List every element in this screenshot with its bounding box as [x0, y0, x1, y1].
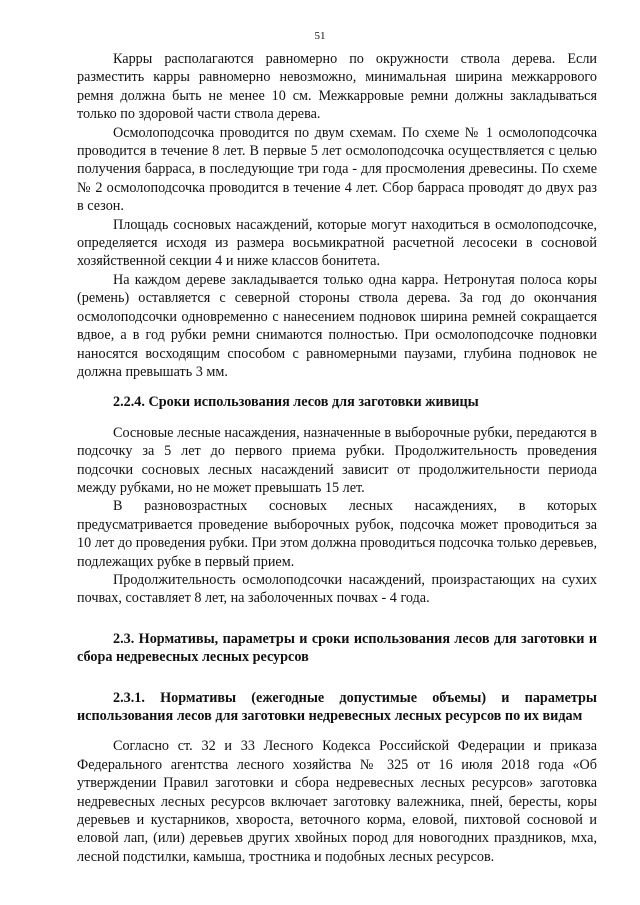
page-content [77, 50, 597, 866]
heading-2-3: 2.3. Нормативы, параметры и сроки использования лесов для заготовки и сбора недревесных лесных ресурсов [77, 630, 597, 666]
heading-2-2-4: 2.2.4. Сроки использования лесов для заготовки живицы [113, 394, 479, 411]
paragraph-duration: Продолжительность осмолоподсочки насаждений, произрастающих на сухих почвах, составляет 8 лет, на заболоченных почвах - 4 года. [77, 571, 597, 607]
heading-2-3-1: 2.3.1. Нормативы (ежегодные допустимые объемы) и параметры использования лесов для заготовки недревесных лесных ресурсов по их видам [77, 689, 597, 724]
paragraph-uneven-age: В разновозрастных сосновых лесных насаждениях, в которых предусматривается проведение выборочных рубок, подсочка может проводиться за 10 лет до проведения рубки. При этом должна проводиться подсочка только деревьев, подлежащих рубке в первый прием. [77, 498, 597, 570]
paragraph-karry: Карры располагаются равномерно по окружности ствола дерева. Если разместить карры равномерно невозможно, минимальная ширина межкаррового ремня должна быть не менее 10 см. Межкарровые ремни должны закладываться только по здоровой части ствола дерева. [77, 51, 597, 123]
page-number: 51 [314, 30, 326, 42]
paragraph-pine-stands: Сосновые лесные насаждения, назначенные в выборочные рубки, передаются в подсочку за 5 лет до первого приема рубки. Продолжительность проведения подсочки сосновых лесных насаждений зависит от продолжительности периода между рубками, но не может превышать 15 лет. [77, 424, 597, 496]
paragraph-one-karra: На каждом дереве закладывается только одна карра. Нетронутая полоса коры (ремень) оставляется с северной стороны ствола дерева. За год до окончания осмолоподсочки одновременно с нанесением подновок ширина ремней сокращается вдвое, а в год рубки ремни снимаются полностью. При осмолоподсочке подновки наносятся восходящим способом с равномерными паузами, глубина подновок не должна превышать 3 мм. [77, 271, 597, 380]
paragraph-according-to-code: Согласно ст. 32 и 33 Лесного Кодекса Российской Федерации и приказа Федерального агентства лесного хозяйства № 325 от 16 июля 2018 года «Об утверждении Правил заготовки и сбора недревесных лесных ресурсов» заготовка недревесных лесных ресурсов включает заготовку валежника, пней, бересты, коры деревьев и кустарников, хвороста, веточного корма, еловой, пихтовой сосновой и еловой лап, (или) деревьев других хвойных пород для новогодних праздников, мха, лесной подстилки, камыша, тростника и подобных лесных ресурсов. [77, 738, 597, 865]
paragraph-area: Площадь сосновых насаждений, которые могут находиться в осмолоподсочке, определяется исходя из размера восьмикратной расчетной лесосеки в сосновой хозяйственной секции 4 и ниже классов бонитета. [77, 216, 597, 270]
paragraph-schemes: Осмолоподсочка проводится по двум схемам. По схеме № 1 осмолоподсочка проводится в течение 8 лет. В первые 5 лет осмолоподсочка осуществляется с целью получения барраса, в последующие три года - для просмоления древесины. По схеме № 2 осмолоподсочка проводится в течение 4 лет. Сбор барраса проводят до двух раз в сезон. [77, 124, 597, 215]
